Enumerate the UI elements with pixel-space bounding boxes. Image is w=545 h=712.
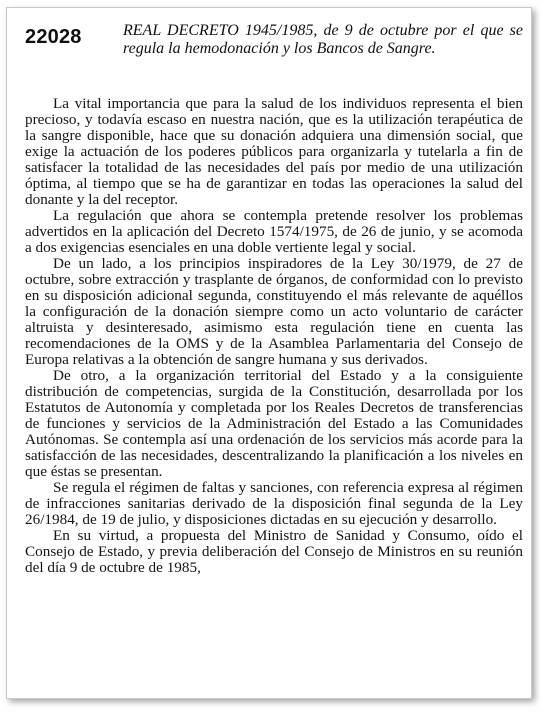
document-body [25, 96, 523, 576]
decree-title: REAL DECRETO 1945/1985, de 9 de octubre por el que se regula la hemodonación y los Bancos de Sangre. [123, 22, 523, 57]
document-clipping [6, 7, 532, 699]
paragraph-sanctions: Se regula el régimen de faltas y sanciones, con referencia expresa al régimen de infracciones sanitarias derivado de la disposición final segunda de la Ley 26/1984, de 19 de julio, y disposiciones dictadas en su ejecución y desarrollo. [25, 479, 523, 528]
paragraph-importance: La vital importancia que para la salud de los individuos representa el bien precioso, y todavía escaso en nuestra nación, que es la utilización terapéutica de la sangre disponible, hace que su donación adquiera una dimensión social, que exige la actuación de los poderes públicos para organizarla y tutelarla a fin de satisfacer la totalidad de las necesidades del país por medio de una utilización óptima, al tiempo que se ha de garantizar en todas las operaciones la salud del donante y la del receptor. [25, 95, 523, 208]
paragraph-territorial-organization: De otro, a la organización territorial del Estado y a la consiguiente distribución de competencias, surgida de la Constitución, desarrollada por los Estatutos de Autonomía y completada por los Reales Decretos de transferencias de funciones y servicios de la Administración del Estado a las Comunidades Autónomas. Se contempla así una ordenación de los servicios más acorde para la satisfacción de las necesidades, descentralizando la planificación a los niveles en que éstas se presentan. [25, 367, 523, 480]
paragraph-enactment: En su virtud, a propuesta del Ministro de Sanidad y Consumo, oído el Consejo de Estado, y previa deliberación del Consejo de Ministros en su reunión del día 9 de octubre de 1985, [25, 527, 523, 576]
paragraph-regulation: La regulación que ahora se contempla pretende resolver los problemas advertidos en la aplicación del Decreto 1574/1975, de 26 de junio, y se acomoda a dos exigencias esenciales en una doble vertiente legal y social. [25, 207, 523, 256]
document-number: 22028 [25, 26, 82, 48]
paragraph-legal-principles: De un lado, a los principios inspiradores de la Ley 30/1979, de 27 de octubre, sobre extracción y trasplante de órganos, de conformidad con lo previsto en su disposición adicional segunda, constituyendo el más relevante de aquéllos la configuración de la donación siempre como un acto voluntario de carácter altruista y desinteresado, asimismo esta regulación tiene en cuenta las recomendaciones de la OMS y de la Asamblea Parlamentaria del Consejo de Europa relativas a la obtención de sangre humana y sus derivados. [25, 255, 523, 368]
